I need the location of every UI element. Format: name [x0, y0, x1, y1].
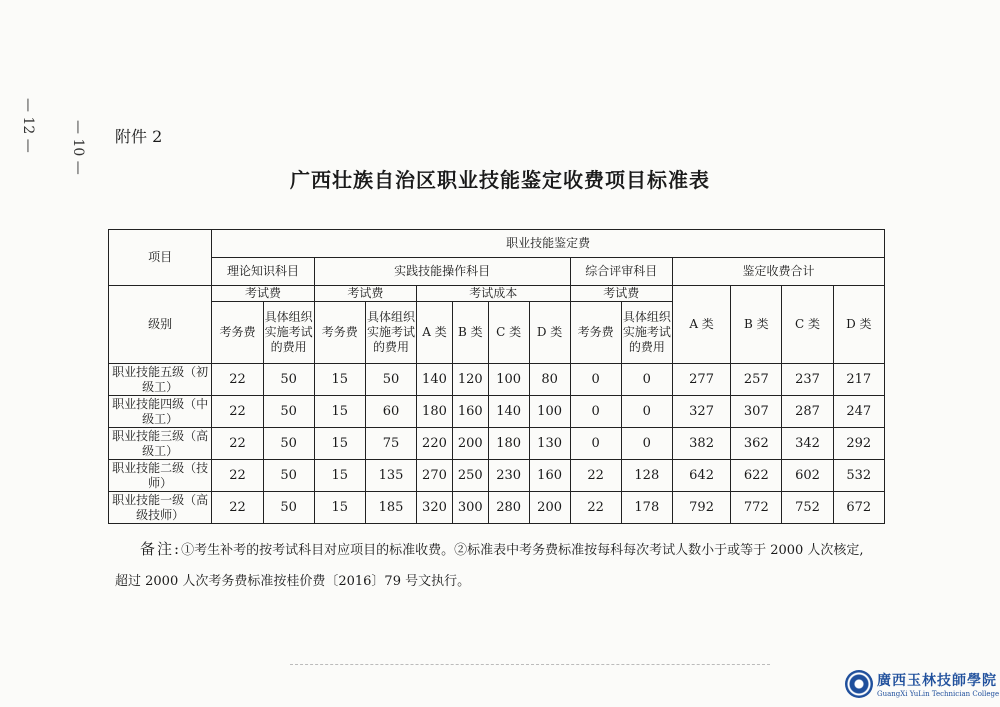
value-cell: 135: [365, 460, 416, 492]
document-title: 广西壮族自治区职业技能鉴定收费项目标准表: [290, 168, 710, 192]
value-cell: 0: [621, 428, 672, 460]
value-cell: 622: [731, 460, 782, 492]
value-cell: 217: [833, 364, 884, 396]
value-cell: 100: [529, 396, 570, 428]
value-cell: 22: [570, 460, 621, 492]
value-cell: 50: [263, 396, 314, 428]
value-cell: 15: [314, 492, 365, 524]
header-cost-d: D 类: [529, 302, 570, 364]
value-cell: 287: [782, 396, 833, 428]
value-cell: 22: [212, 364, 263, 396]
header-org-fee: 具体组织实施考试的费用: [263, 302, 314, 364]
level-cell: 职业技能一级（高级技师）: [109, 492, 212, 524]
table-row: [109, 364, 885, 396]
value-cell: 277: [672, 364, 730, 396]
value-cell: 80: [529, 364, 570, 396]
college-name-en: GuangXi YuLin Technician College: [877, 690, 1000, 698]
header-total: 鉴定收费合计: [672, 258, 884, 286]
header-service-fee: 考务费: [570, 302, 621, 364]
value-cell: 0: [621, 364, 672, 396]
value-cell: 22: [212, 492, 263, 524]
value-cell: 15: [314, 364, 365, 396]
value-cell: 280: [488, 492, 529, 524]
value-cell: 180: [417, 396, 453, 428]
value-cell: 257: [731, 364, 782, 396]
college-name-cn: 廣西玉林技師學院: [877, 673, 997, 689]
level-cell: 职业技能五级（初级工）: [109, 364, 212, 396]
value-cell: 120: [452, 364, 488, 396]
header-level: 级别: [109, 286, 212, 364]
value-cell: 0: [570, 396, 621, 428]
value-cell: 50: [365, 364, 416, 396]
college-logo: [845, 666, 1000, 704]
header-total-c: C 类: [782, 286, 833, 364]
value-cell: 752: [782, 492, 833, 524]
value-cell: 602: [782, 460, 833, 492]
value-cell: 250: [452, 460, 488, 492]
header-comp-exam-fee: 考试费: [570, 286, 672, 302]
header-cost-c: C 类: [488, 302, 529, 364]
header-exam-cost: 考试成本: [417, 286, 571, 302]
value-cell: 140: [488, 396, 529, 428]
header-service-fee: 考务费: [314, 302, 365, 364]
value-cell: 15: [314, 428, 365, 460]
header-theory-exam-fee: 考试费: [212, 286, 314, 302]
value-cell: 128: [621, 460, 672, 492]
value-cell: 50: [263, 492, 314, 524]
value-cell: 672: [833, 492, 884, 524]
value-cell: 230: [488, 460, 529, 492]
table-row: [109, 492, 885, 524]
header-comprehensive: 综合评审科目: [570, 258, 672, 286]
value-cell: 200: [529, 492, 570, 524]
fee-table: [108, 229, 885, 524]
header-appraisal-fee: 职业技能鉴定费: [212, 230, 885, 258]
value-cell: 0: [621, 396, 672, 428]
value-cell: 292: [833, 428, 884, 460]
remark: [140, 540, 900, 560]
value-cell: 0: [570, 428, 621, 460]
college-emblem-icon: [845, 670, 873, 698]
value-cell: 307: [731, 396, 782, 428]
header-total-b: B 类: [731, 286, 782, 364]
value-cell: 75: [365, 428, 416, 460]
level-cell: 职业技能三级（高级工）: [109, 428, 212, 460]
value-cell: 200: [452, 428, 488, 460]
remark-text: ①考生补考的按考试科目对应项目的标准收费。②标准表中考务费标准按每科每次考试人数小于或等于 2000 人次核定,: [181, 543, 864, 558]
value-cell: 642: [672, 460, 730, 492]
table-row: [109, 460, 885, 492]
value-cell: 22: [212, 396, 263, 428]
value-cell: 532: [833, 460, 884, 492]
scan-divider: [290, 664, 770, 665]
header-cost-b: B 类: [452, 302, 488, 364]
value-cell: 270: [417, 460, 453, 492]
value-cell: 15: [314, 460, 365, 492]
remark-text-continued: 超过 2000 人次考务费标准按桂价费〔2016〕79 号文执行。: [115, 574, 471, 589]
page-number-inner: — 10 —: [70, 120, 86, 175]
value-cell: 160: [529, 460, 570, 492]
value-cell: 0: [570, 364, 621, 396]
value-cell: 300: [452, 492, 488, 524]
value-cell: 772: [731, 492, 782, 524]
value-cell: 15: [314, 396, 365, 428]
value-cell: 237: [782, 364, 833, 396]
header-theory: 理论知识科目: [212, 258, 314, 286]
value-cell: 22: [570, 492, 621, 524]
value-cell: 178: [621, 492, 672, 524]
header-cost-a: A 类: [417, 302, 453, 364]
value-cell: 185: [365, 492, 416, 524]
header-org-fee: 具体组织实施考试的费用: [365, 302, 416, 364]
level-cell: 职业技能二级（技师）: [109, 460, 212, 492]
value-cell: 180: [488, 428, 529, 460]
header-practice-exam-fee: 考试费: [314, 286, 416, 302]
value-cell: 22: [212, 460, 263, 492]
value-cell: 247: [833, 396, 884, 428]
value-cell: 342: [782, 428, 833, 460]
value-cell: 50: [263, 460, 314, 492]
value-cell: 60: [365, 396, 416, 428]
level-cell: 职业技能四级（中级工）: [109, 396, 212, 428]
value-cell: 382: [672, 428, 730, 460]
value-cell: 160: [452, 396, 488, 428]
attachment-label: 附件 2: [115, 127, 163, 146]
value-cell: 220: [417, 428, 453, 460]
value-cell: 792: [672, 492, 730, 524]
value-cell: 140: [417, 364, 453, 396]
value-cell: 50: [263, 364, 314, 396]
value-cell: 320: [417, 492, 453, 524]
header-org-fee: 具体组织实施考试的费用: [621, 302, 672, 364]
header-practice: 实践技能操作科目: [314, 258, 570, 286]
value-cell: 100: [488, 364, 529, 396]
value-cell: 130: [529, 428, 570, 460]
value-cell: 362: [731, 428, 782, 460]
table-row: [109, 428, 885, 460]
value-cell: 327: [672, 396, 730, 428]
remark-label: 备注:: [140, 540, 182, 558]
header-service-fee: 考务费: [212, 302, 263, 364]
header-total-d: D 类: [833, 286, 884, 364]
header-total-a: A 类: [672, 286, 730, 364]
page-number-outer: — 12 —: [20, 98, 36, 153]
header-item: 项目: [109, 230, 212, 286]
value-cell: 50: [263, 428, 314, 460]
table-row: [109, 396, 885, 428]
value-cell: 22: [212, 428, 263, 460]
